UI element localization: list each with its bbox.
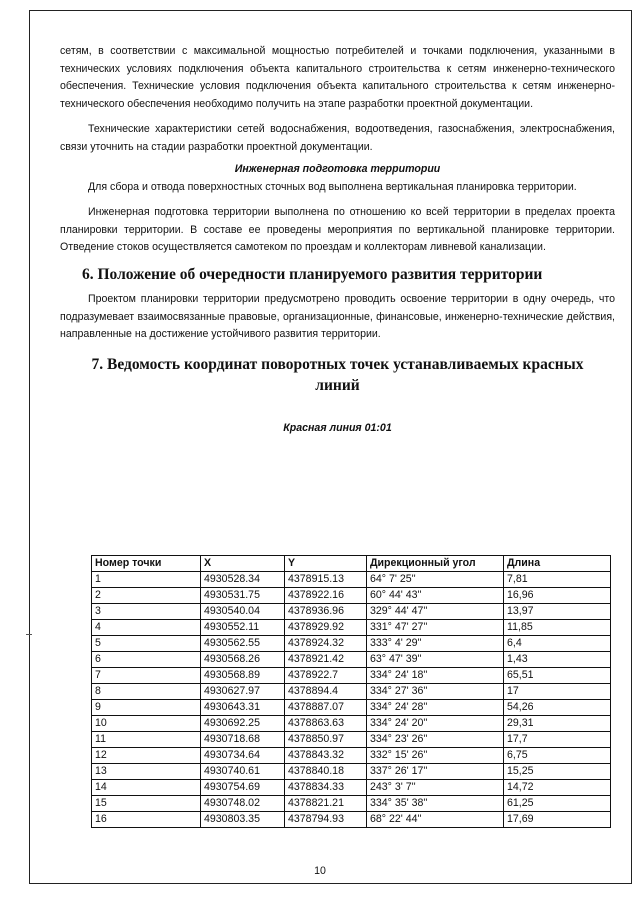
paragraph-technical-characteristics: Технические характеристики сетей водоснабжения, водоотведения, газоснабжения, электроснабжения, связи уточнить на стадии разработки проектной документации. xyxy=(60,123,615,153)
subheading-engineering-preparation: Инженерная подготовка территории xyxy=(234,162,441,175)
cell-x: 4930643.31 xyxy=(201,700,285,716)
cell-y: 4378887.07 xyxy=(285,700,367,716)
table-row xyxy=(92,796,611,812)
cell-length: 17,7 xyxy=(504,732,611,748)
cell-x: 4930740.61 xyxy=(201,764,285,780)
cell-direction-angle: 333° 4' 29'' xyxy=(367,636,504,652)
cell-direction-angle: 334° 35' 38'' xyxy=(367,796,504,812)
table-row xyxy=(92,812,611,828)
table-row xyxy=(92,716,611,732)
cell-direction-angle: 332° 15' 26'' xyxy=(367,748,504,764)
cell-x: 4930754.69 xyxy=(201,780,285,796)
cell-y: 4378929.92 xyxy=(285,620,367,636)
table-row xyxy=(92,604,611,620)
cell-x: 4930748.02 xyxy=(201,796,285,812)
table-header-row xyxy=(92,556,611,572)
table-row xyxy=(92,668,611,684)
cell-length: 17,69 xyxy=(504,812,611,828)
cell-point-number: 12 xyxy=(92,748,201,764)
cell-point-number: 10 xyxy=(92,716,201,732)
paragraph-development-order: Проектом планировки территории предусмотрено проводить освоение территории в одну очередь, что подразумевает взаимосвязанные правовые, организационные, финансовые, инженерно-технические действия, направленные на достижение устойчивого развития территории. xyxy=(60,292,615,341)
cell-length: 17 xyxy=(504,684,611,700)
cell-y: 4378922.7 xyxy=(285,668,367,684)
margin-mark xyxy=(26,634,32,635)
cell-direction-angle: 334° 23' 26'' xyxy=(367,732,504,748)
cell-x: 4930734.64 xyxy=(201,748,285,764)
cell-y: 4378794.93 xyxy=(285,812,367,828)
cell-length: 15,25 xyxy=(504,764,611,780)
cell-length: 6,75 xyxy=(504,748,611,764)
cell-point-number: 16 xyxy=(92,812,201,828)
cell-y: 4378834.33 xyxy=(285,780,367,796)
cell-y: 4378924.32 xyxy=(285,636,367,652)
cell-length: 65,51 xyxy=(504,668,611,684)
table-row xyxy=(92,700,611,716)
cell-x: 4930531.75 xyxy=(201,588,285,604)
cell-direction-angle: 60° 44' 43'' xyxy=(367,588,504,604)
cell-x: 4930718.68 xyxy=(201,732,285,748)
header-y: Y xyxy=(285,556,367,572)
cell-x: 4930528.34 xyxy=(201,572,285,588)
cell-length: 29,31 xyxy=(504,716,611,732)
cell-length: 6,4 xyxy=(504,636,611,652)
cell-y: 4378840.18 xyxy=(285,764,367,780)
paragraph-engineering-preparation: Инженерная подготовка территории выполнена по отношению ко всей территории в пределах проекта планировки территории. В составе ее проведены мероприятия по вертикальной планировке территории. Отведение стоков осуществляется самотеком по проездам и коллекторам ливневой канализации. xyxy=(60,206,615,254)
cell-point-number: 7 xyxy=(92,668,201,684)
cell-y: 4378843.32 xyxy=(285,748,367,764)
table-row xyxy=(92,652,611,668)
cell-length: 61,25 xyxy=(504,796,611,812)
cell-x: 4930552.11 xyxy=(201,620,285,636)
cell-direction-angle: 334° 24' 18'' xyxy=(367,668,504,684)
table-row xyxy=(92,764,611,780)
header-direction-angle: Дирекционный угол xyxy=(367,556,504,572)
cell-y: 4378922.16 xyxy=(285,588,367,604)
cell-length: 1,43 xyxy=(504,652,611,668)
cell-direction-angle: 331° 47' 27'' xyxy=(367,620,504,636)
table-caption: Красная линия 01:01 xyxy=(283,421,392,434)
header-length: Длина xyxy=(504,556,611,572)
section-6-title: 6. Положение об очередности планируемого развития территории xyxy=(82,265,543,283)
cell-point-number: 14 xyxy=(92,780,201,796)
cell-x: 4930562.55 xyxy=(201,636,285,652)
table-row xyxy=(92,684,611,700)
cell-y: 4378821.21 xyxy=(285,796,367,812)
cell-x: 4930627.97 xyxy=(201,684,285,700)
cell-direction-angle: 68° 22' 44'' xyxy=(367,812,504,828)
cell-direction-angle: 337° 26' 17'' xyxy=(367,764,504,780)
cell-direction-angle: 63° 47' 39'' xyxy=(367,652,504,668)
cell-direction-angle: 64° 7' 25'' xyxy=(367,572,504,588)
cell-x: 4930568.26 xyxy=(201,652,285,668)
table-row xyxy=(92,588,611,604)
page-number: 10 xyxy=(314,865,326,877)
table-body xyxy=(92,572,611,828)
table-row xyxy=(92,636,611,652)
cell-direction-angle: 334° 24' 20'' xyxy=(367,716,504,732)
cell-length: 11,85 xyxy=(504,620,611,636)
cell-y: 4378863.63 xyxy=(285,716,367,732)
section-7-title: 7. Ведомость координат поворотных точек устанавливаемых красных линий xyxy=(91,355,584,394)
cell-point-number: 15 xyxy=(92,796,201,812)
header-point-number: Номер точки xyxy=(92,556,201,572)
document-body xyxy=(60,43,615,434)
cell-x: 4930803.35 xyxy=(201,812,285,828)
cell-point-number: 13 xyxy=(92,764,201,780)
cell-point-number: 11 xyxy=(92,732,201,748)
table-row xyxy=(92,780,611,796)
cell-direction-angle: 334° 24' 28'' xyxy=(367,700,504,716)
cell-point-number: 1 xyxy=(92,572,201,588)
cell-point-number: 6 xyxy=(92,652,201,668)
cell-direction-angle: 243° 3' 7'' xyxy=(367,780,504,796)
cell-x: 4930692.25 xyxy=(201,716,285,732)
cell-length: 7,81 xyxy=(504,572,611,588)
cell-point-number: 3 xyxy=(92,604,201,620)
cell-length: 13,97 xyxy=(504,604,611,620)
cell-point-number: 4 xyxy=(92,620,201,636)
paragraph-networks: сетям, в соответствии с максимальной мощностью потребителей и точками подключения, указанными в технических условиях подключения объекта капитального строительства к сетям инженерно-технического обеспечения. Технические условия подключения объекта капитального строительства к сетям инженерно-технического обеспечения необходимо получить на этапе разработки проектной документации. xyxy=(60,45,615,110)
cell-point-number: 9 xyxy=(92,700,201,716)
table-row xyxy=(92,732,611,748)
cell-y: 4378894.4 xyxy=(285,684,367,700)
table-row xyxy=(92,748,611,764)
paragraph-drainage: Для сбора и отвода поверхностных сточных вод выполнена вертикальная планировка территории. xyxy=(88,180,577,193)
cell-length: 16,96 xyxy=(504,588,611,604)
cell-y: 4378850.97 xyxy=(285,732,367,748)
cell-y: 4378921.42 xyxy=(285,652,367,668)
header-x: X xyxy=(201,556,285,572)
cell-x: 4930568.89 xyxy=(201,668,285,684)
cell-point-number: 2 xyxy=(92,588,201,604)
cell-length: 54,26 xyxy=(504,700,611,716)
cell-x: 4930540.04 xyxy=(201,604,285,620)
table-row xyxy=(92,620,611,636)
cell-direction-angle: 329° 44' 47'' xyxy=(367,604,504,620)
cell-length: 14,72 xyxy=(504,780,611,796)
coordinates-table xyxy=(91,555,611,828)
table-row xyxy=(92,572,611,588)
cell-y: 4378915.13 xyxy=(285,572,367,588)
cell-direction-angle: 334° 27' 36'' xyxy=(367,684,504,700)
cell-y: 4378936.96 xyxy=(285,604,367,620)
cell-point-number: 5 xyxy=(92,636,201,652)
cell-point-number: 8 xyxy=(92,684,201,700)
